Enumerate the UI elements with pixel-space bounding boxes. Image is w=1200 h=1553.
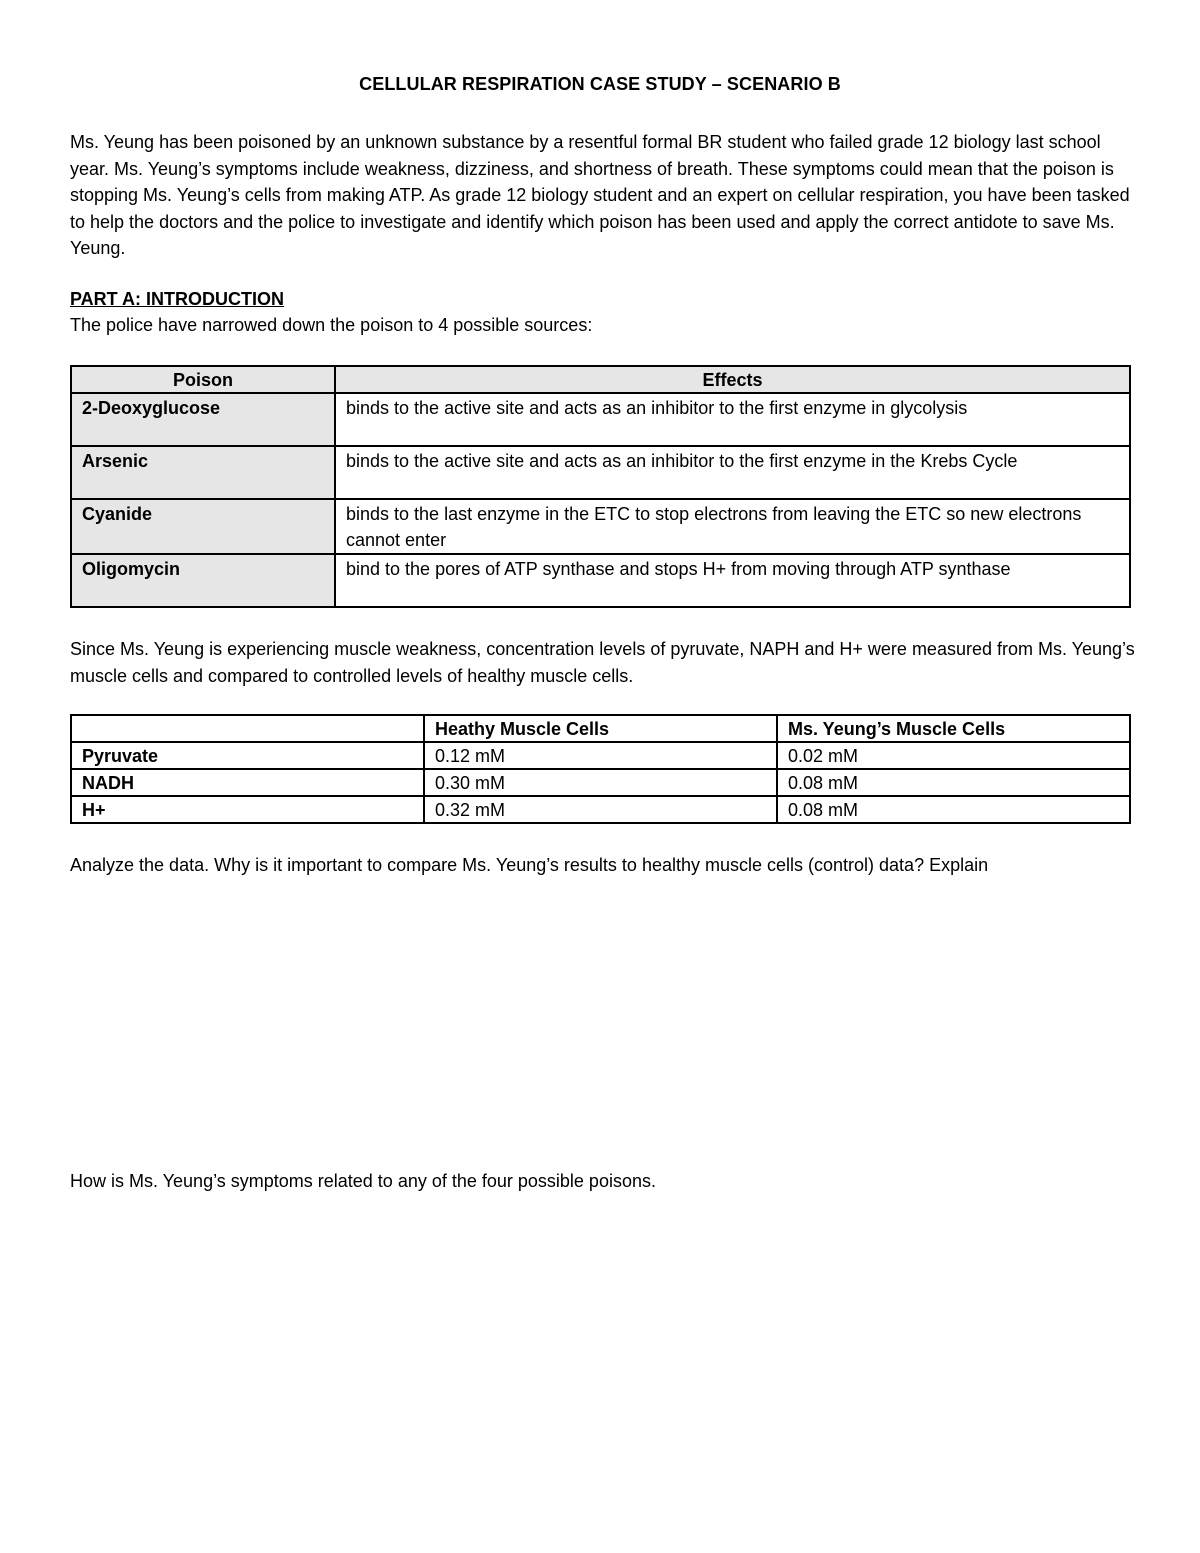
concentration-header-row [71, 715, 1130, 742]
metabolite-label: Pyruvate [71, 742, 424, 769]
empty-header-cell [71, 715, 424, 742]
table-row [71, 393, 1130, 446]
table-row [71, 796, 1130, 823]
poison-table-header-row [71, 366, 1130, 393]
table-row [71, 554, 1130, 607]
healthy-column-header: Heathy Muscle Cells [424, 715, 777, 742]
yeung-value: 0.02 mM [777, 742, 1130, 769]
poison-effect: binds to the active site and acts as an inhibitor to the first enzyme in glycolysis [335, 393, 1130, 446]
poison-effect: bind to the pores of ATP synthase and stops H+ from moving through ATP synthase [335, 554, 1130, 607]
question-2: How is Ms. Yeung’s symptoms related to any of the four possible poisons. [70, 1171, 656, 1191]
table-row [71, 742, 1130, 769]
poison-name: Cyanide [71, 499, 335, 554]
document-title: CELLULAR RESPIRATION CASE STUDY – SCENARIO B [359, 74, 841, 94]
metabolite-label: NADH [71, 769, 424, 796]
poison-effect: binds to the last enzyme in the ETC to stop electrons from leaving the ETC so new electrons cannot enter [335, 499, 1130, 554]
effects-column-header: Effects [335, 366, 1130, 393]
yeung-value: 0.08 mM [777, 796, 1130, 823]
yeung-column-header: Ms. Yeung’s Muscle Cells [777, 715, 1130, 742]
metabolite-label: H+ [71, 796, 424, 823]
part-a-subtext: The police have narrowed down the poison to 4 possible sources: [70, 315, 593, 335]
concentration-table [70, 714, 1131, 824]
healthy-value: 0.32 mM [424, 796, 777, 823]
poison-name: Arsenic [71, 446, 335, 499]
poison-name: Oligomycin [71, 554, 335, 607]
poison-table [70, 365, 1131, 608]
poison-effect: binds to the active site and acts as an inhibitor to the first enzyme in the Krebs Cycle [335, 446, 1130, 499]
question-1: Analyze the data. Why is it important to compare Ms. Yeung’s results to healthy muscle cells (control) data? Explain [70, 855, 989, 875]
intro-paragraph: Ms. Yeung has been poisoned by an unknown substance by a resentful formal BR student who failed grade 12 biology last school year. Ms. Yeung’s symptoms include weakness, dizziness, and shortness of breath. These symptoms could mean that the poison is stopping Ms. Yeung’s cells from making ATP. As grade 12 biology student and an expert on cellular respiration, you have been tasked to help the doctors and the police to investigate and identify which poison has been used and apply the correct antidote to save Ms. Yeung. [70, 132, 1130, 258]
yeung-value: 0.08 mM [777, 769, 1130, 796]
healthy-value: 0.30 mM [424, 769, 777, 796]
table-row [71, 446, 1130, 499]
poison-name: 2-Deoxyglucose [71, 393, 335, 446]
healthy-value: 0.12 mM [424, 742, 777, 769]
table-row [71, 499, 1130, 554]
measurement-paragraph: Since Ms. Yeung is experiencing muscle weakness, concentration levels of pyruvate, NAPH and H+ were measured from Ms. Yeung’s muscle cells and compared to controlled levels of healthy muscle cells. [70, 639, 1135, 686]
table-row [71, 769, 1130, 796]
part-a-heading: PART A: INTRODUCTION [70, 289, 284, 309]
poison-column-header: Poison [71, 366, 335, 393]
